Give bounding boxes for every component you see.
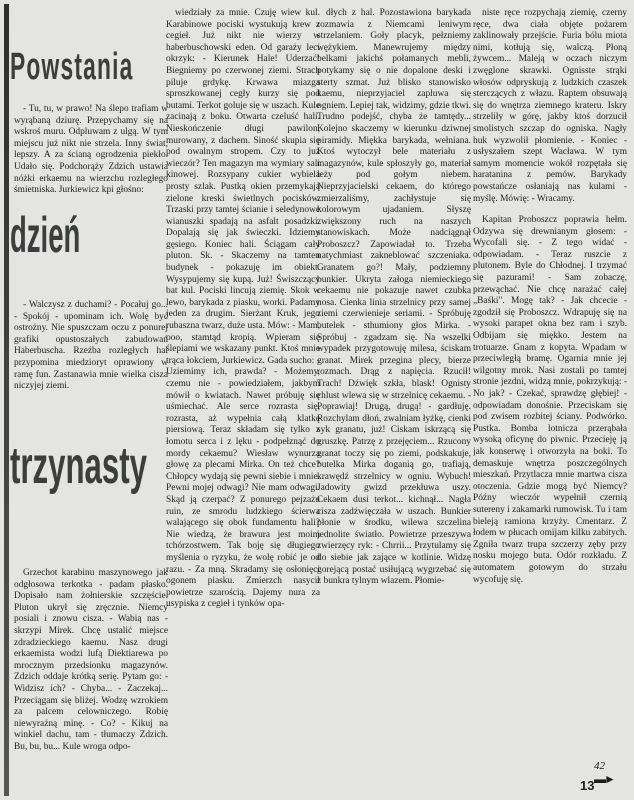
column-1-paragraph-1: - Tu, tu, w prawo! Na ślepo trafiam w wyrąbaną dziurę. Przepychamy się na wskroś muru. Odpluwam z ulgą. W tym miejscu już nikt nie strzela. Inny świat, lepszy. A za ścianą ogrodzenia piekło. Udało się. Podchorąży Zdzich ustawia nóżki erkaemu na wierzchu rozległego śmietniska. Jurkiewicz kpi głośno:: [14, 104, 168, 196]
text-column-4: [473, 8, 627, 760]
left-edge-bar: [4, 4, 9, 796]
headline-dzien: dzień: [10, 207, 81, 263]
text-column-3: [317, 8, 471, 778]
text-column-2: [166, 8, 320, 778]
column-1-paragraph-3: Grzechot karabinu maszynowego jak odgłosowa terkotka - padam płasko. Dopisało nam żołnierskie szczęście. Pluton ukrył się zręcznie. Niemcy posiali i znowu cisza. - Wabią nas - skrzypi Mirek. Chcę ustalić miejsce zdradzieckiego kaemu. Nasz drugi erkaemista wodzi lufą Diektiarewa po mrocznym przedsionku magazynów. Zdzich oddaje krótką serię. Pytam go: - Widzisz ich? - Chyba... - Zaczekaj... Przeciągam się bliżej. Wodzę wzrokiem za palcem celowniczego. Robię niewyraźną minę. - Co? - Kikuj na winkiel dachu, tam - tłumaczy Zdzich. Bu, bu, bu... Kule wroga odpo-: [14, 568, 168, 752]
continued-page-number: 42: [594, 760, 605, 772]
column-1-paragraph-2: - Walczysz z duchami? - Pocałuj go... - Spokój - upominam ich. Wolę być ostrożny. Nie spuszczam oczu z ponurej grafiki opustoszałych zabudowań Haberbuscha. Rzeźba rozległych hal przypomina miedzioryt oprawiony w ramę fun. Zastanawia mnie wielka cisza niczyjej ziemi.: [14, 300, 168, 392]
column-4-paragraph-1: niste ręce rozpychają ziemię, czerny ręce, dwa ciała objęte pożarem zaklinowały przejście. Furia bólu miota nimi, kotłują się, walczą. Płoną żywcem... Maleją w oczach niczym zwęglone skrawki. Ognisste strąki włosów odpryskują z ludzkich czaszek sterczących z włazu. Raptem obsuwają się do wnętrza ziemnego krateru. Iskry strzeliły w górę, jakby ktoś dorzucił smolistych szczap do ogniska. Nagły huk wyzwolił płomienie. - Koniec - usłyszałem szept Wacława. W tym samym momencie wokół rozpętała się haratanina z pemów. Barykady powstańcze osłaniają nas kulami - myślę. Mówię: - Wracamy.: [473, 8, 627, 204]
column-2-text: wiedziały za mnie. Czuję wiew kul. Karabinowe pociski wystukują krew z cegieł. Już nikt nie wierzy w haberbuschowski eden. Od garaży leci okrzyk: - Kierunek Hale! Uderzać! Biegniemy po czerwonej ziemi. Strach piluje grdykę. Krwawa miazga sproszkowanej cegły kurzy się pod butami. Terkot goluje się w uszach. Kule zacinają z boku. Otwarta czeluść hali. Nieskończenie długi pawilon, murowany, z dachem. Siność skupia się pod owalnym stropem. Czy to już wieczór? Ten magazyn ma wymiary sali kinowej. Rozsypany cukier wybiela prosty szlak. Pustką okien przemykają zielone kreski świetlnych pocisków. Trzaski przy tamtej ścianie i seledynowe wianuszki spadają na asfalt posadzki. Dopalają się jak świeczki. Idziemy gęsiego. Koniec hali. Ściągam cały pluton. Sk. - Skaczemy na tamten budynek - pokazuję im obiekt. Wysypujemy się kupą. Już! Świszczący bat kul. Pociski lincują ziemię. Skok w lewo, barykada z piasku, worki. Padamy jeden za drugim. Sierżant Kruk, jego rubaszna twarz, duże usta. Mów: - Mam, ooo, stamtąd kropią. Wpieram się ślepiami we wskazany punkt. Ktoś mnie trąca łokciem, Jurkiewicz. Gada sucho: - Uziemimy ich, prawda? - Możemy, czemu nie - powiedziałem, jakbym mówił o kwiatach. Nawet próbuję się uśmiechać. Ale serce rozrasta się, rozrasta, aż wypełnia całą klatkę piersiową. Teraz składam się tylko z łomotu serca i z lęku - podpełznąć do mordy cekaemu? Wiesław wynurza głowę za plecami Mirka. On też chce? Chłopcy wydają się pewni siebie i mnie. Pewni mojej odwagi? Nie mam odwagi. Skąd ją czerpać? Z ponurego pejzażu ruin, ze smrodu ludzkiego ścierwa walającego się obok fundamentu hali? Nie wiedzą, że brawura jest moim tchórzostwem. Tak boję się długiego myślenia o ryzyku, że wolę robić je od razu. - Za mną. Skradamy się osłonięci ogonem piasku. Zmierzch nasycił powietrze szarością. Dajemy nura za usypiska z cegieł i tynków opa-: [166, 8, 320, 610]
column-3-text: dłych z hal. Pozostawiona barykada rozmawia z Niemcami leniwym strzelaniem. Goły placyk, pełzniemy wężykiem. Manewrujemy między belkami jakichś połamanych mebli, potykamy się o nie dopalone deski i sterty szmat. Już blisko stanowisko kaemu, nieprzyjaciel zapluwa się ogniem. Lepiej tak, widzimy, gdzie tkwi. Trudno podejść, chyba że tamtędy... Kolejno skaczemy w kierunku dziwnej piramidy. Miękka barykada, wełniana. Ktoś wytoczył bele materiału z magazynów, kule spłoszyły go, materiał leży pod gołym niebem. Nieprzyjacielski cekaem, do którego zmierzaliśmy, zachłystuje się kolorowym ujadaniem. Słyszę zwiększony ruch na naszych stanowiskach. Może nadciągnął Proboszcz? Zapowiadał to. Trzeba natychmiast zakneblować szczeniaka. Granatem go?! Mały, podziemny bunkier. Ukryta załoga niemieckiego cekaemu nie pokazuje nawet czubka nosa. Cienka linia strzelnicy przy samej ziemi czerwienieje seriami. - Spróbuję butelek - sthumiony głos Mirka. - Spróbuj - zgadzam się. Na wszelki wypadek przygotowuję milesa, ściskam granat. Mirek przegina plecy, bierze rozmach. Drąg z napięcia. Rzucił! Trach! Dźwięk szkła, blask! Ognisty chlust wlewa się w strzelnicę cekaemu. - Poprawiaj! Drugą, drugą! - gardłuję. Rozchylam dłoń, zwalniam łyżkę, cienki syk granatu, już! Ciskam iskrzącą się gruszkę. Patrzę z przejęciem... Rzucony granat toczy się po ziemi, podskakuje, butelka Mirka doganią go, trafiają, krawędź strzelnicy w ogniu. Wybuch! Jadowity gwizd przekłuwa uszy. Cekaem dusi terkot... kichnął... Nagła cisza zadźwięczała w uszach. Bunkier płonie w środku, wilewa szczelina jednolite światło. Powietrze przeszywa zwierzęcy ryk: - Chrrii... Przytulamy się do siebie jak zające w kotlinie. Widzę gorejącą postać usiłującą wygrzebać się z bunkra tylnym wlazem. Płomie-: [317, 8, 471, 587]
headline-powstania: Powstania: [10, 46, 134, 88]
headline-trzynasty: trzynasty: [10, 437, 147, 495]
continued-on-marker: [594, 760, 614, 787]
arrow-right-icon: ▬►: [594, 772, 614, 786]
text-column-1: [14, 104, 168, 768]
page-number: 13: [580, 778, 595, 793]
column-4-paragraph-2: Kapitan Proboszcz poprawia hełm. Odzywa się drewnianym głosem: - Wycofali się. - Z tego widać - odpowiadam. - Teraz ruszcie z plutonem. Byle do Chłodnej. I trzymać się pazurami! - Sam zobaczę, przewąchać. Nie chcę narażać całej „Baśki". Mogę tak? - Jak chcecie - zgodził się Proboszcz. Wdrapuję się na wysoki parapet okna bez ram i szyb. Odbijam się miękko. Jestem na trotuarze. Gnam z kopyta. Wpadam w przeciwległą bramę. Ogarnia mnie jej wilgotny mrok. Nasi zostali po tamtej stronie jezdni, widzą mnie, pokrzykują: - No jak? - Czekać, sprawdzę głębiej! - odpowiadam donośnie. Przeciskam się pod zwisem rozbitej ściany. Podwórko. Pustka. Bomba lotnicza przerąbała wysoką oficynę do piwnic. Przecieję ją jak konserwę i otworzyła na boki. To demaskuje wnętrza poszczególnych mieszkań. Przytlacza mnie martwa cisza otoczenia. Gdzie mogą być Niemcy? Późny wieczór wypełnił czernią sutereny i zakamarki rumowisk. Tu i tam bieleją ramiona krzyży. Cmentarz. Z łodem w płucach omijam kilku zabitych. Zgniła twarz trupa szczerzy zęby przy nosku mojego buta. Odór rozkładu. Z automatem gotowym do strzału wycofuję się.: [473, 215, 627, 585]
